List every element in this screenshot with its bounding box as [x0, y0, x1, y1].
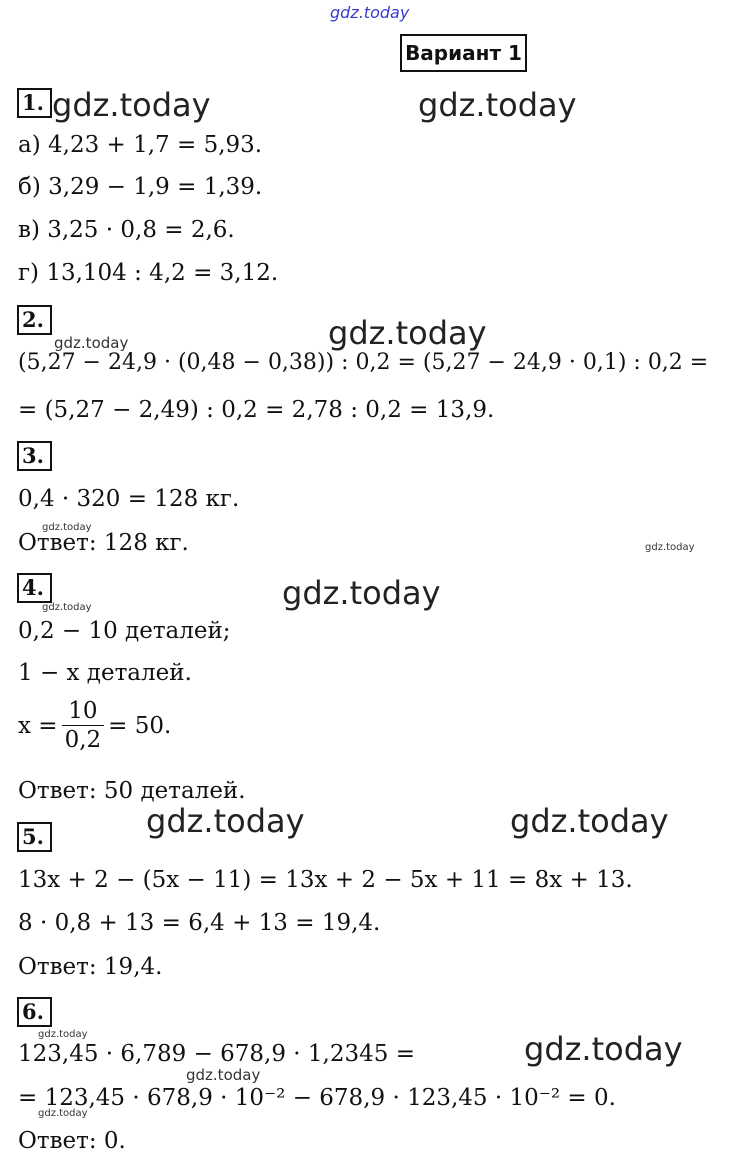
- task2-line-1: (5,27 − 24,9 · (0,48 − 0,38)) : 0,2 = (5,27 − 24,9 · 0,1) : 0,2 =: [18, 350, 709, 375]
- watermark: gdz.today: [146, 802, 305, 840]
- watermark-small: gdz.today: [42, 522, 92, 533]
- task5-line-2: 8 · 0,8 + 13 = 6,4 + 13 = 19,4.: [18, 910, 381, 936]
- task5-answer: Ответ: 19,4.: [18, 954, 163, 980]
- watermark-small: gdz.today: [38, 1029, 88, 1040]
- watermark-small: gdz.today: [186, 1066, 261, 1084]
- task-number-4: 4.: [17, 573, 52, 603]
- watermark: gdz.today: [418, 86, 577, 124]
- task5-line-1: 13x + 2 − (5x − 11) = 13x + 2 − 5x + 11 = 8x + 13.: [18, 867, 633, 893]
- task1-line-b: б) 3,29 − 1,9 = 1,39.: [18, 174, 263, 200]
- task4-frac-denominator: 0,2: [64, 727, 102, 753]
- task6-answer: Ответ: 0.: [18, 1128, 126, 1154]
- task-number-1: 1.: [17, 88, 52, 118]
- watermark-small: gdz.today: [54, 334, 129, 352]
- watermark-small: gdz.today: [42, 602, 92, 613]
- task4-frac-numerator: 10: [62, 700, 105, 726]
- task-number-5: 5.: [17, 822, 52, 852]
- task4-eq-lhs: x =: [18, 712, 58, 739]
- task4-equation: [18, 700, 171, 752]
- watermark-small: gdz.today: [38, 1108, 88, 1119]
- task1-line-a: а) 4,23 + 1,7 = 5,93.: [18, 132, 263, 158]
- task4-eq-rhs: = 50.: [108, 712, 172, 739]
- task-number-2: 2.: [17, 305, 52, 335]
- task6-line-2: = 123,45 · 678,9 · 10⁻² − 678,9 · 123,45 · 10⁻² = 0.: [18, 1085, 616, 1111]
- watermark: gdz.today: [52, 86, 211, 124]
- task3-line-1: 0,4 · 320 = 128 кг.: [18, 486, 240, 512]
- watermark-top: gdz.today: [330, 3, 410, 22]
- task4-line-1: 0,2 − 10 деталей;: [18, 618, 231, 644]
- watermark: gdz.today: [524, 1030, 683, 1068]
- task4-fraction: [62, 700, 105, 752]
- task4-answer: Ответ: 50 деталей.: [18, 778, 246, 804]
- task3-answer: Ответ: 128 кг.: [18, 530, 189, 556]
- task4-line-2: 1 − x деталей.: [18, 660, 192, 686]
- watermark: gdz.today: [328, 314, 487, 352]
- task1-line-d: г) 13,104 : 4,2 = 3,12.: [18, 260, 279, 286]
- watermark: gdz.today: [510, 802, 669, 840]
- task2-line-2: = (5,27 − 2,49) : 0,2 = 2,78 : 0,2 = 13,9.: [18, 397, 495, 423]
- task-number-3: 3.: [17, 441, 52, 471]
- task-number-6: 6.: [17, 997, 52, 1027]
- watermark: gdz.today: [282, 574, 441, 612]
- task1-line-c: в) 3,25 · 0,8 = 2,6.: [18, 217, 235, 243]
- task6-line-1: 123,45 · 6,789 − 678,9 · 1,2345 =: [18, 1041, 415, 1067]
- watermark-small: gdz.today: [645, 542, 695, 553]
- variant-label: Вариант 1: [400, 34, 527, 72]
